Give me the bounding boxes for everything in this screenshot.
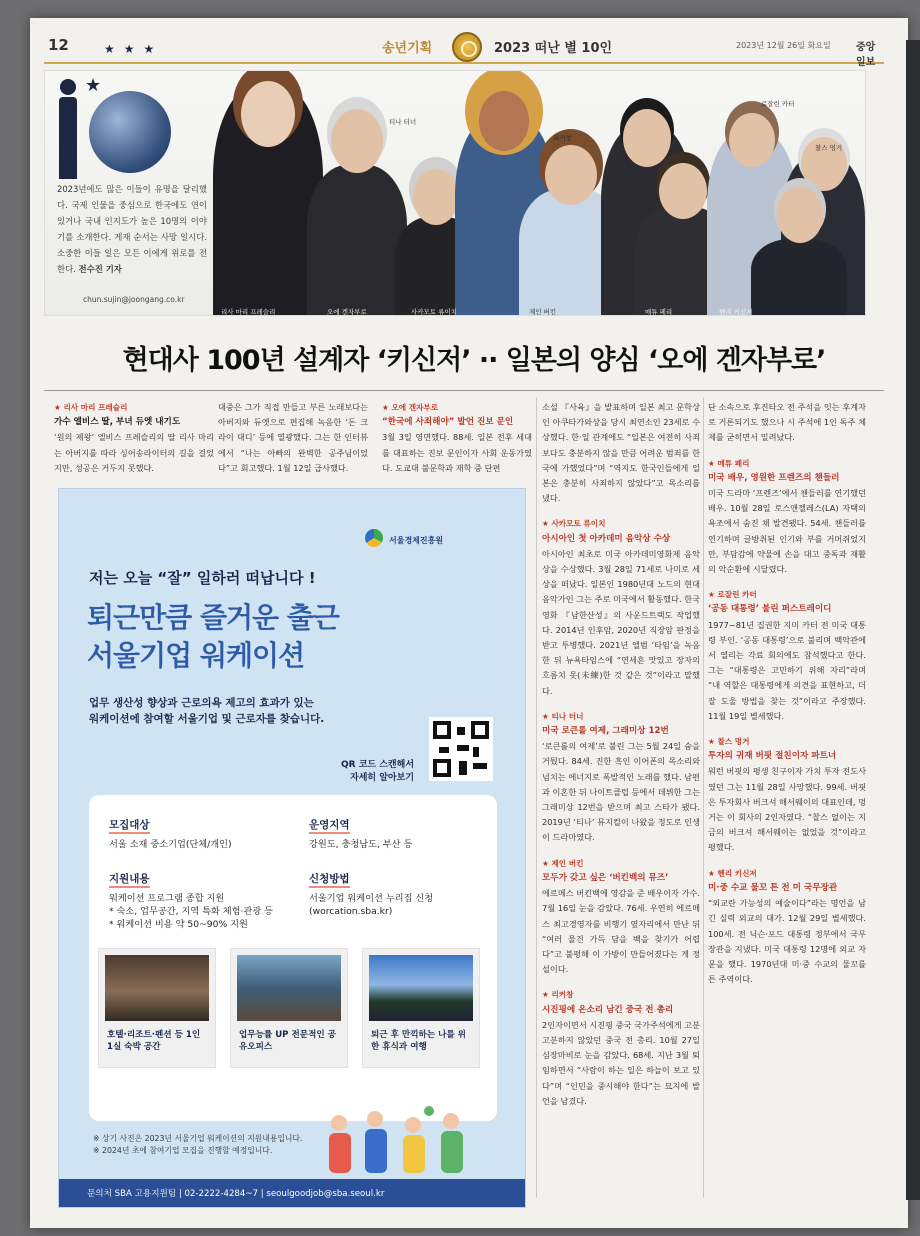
kicker-presley: ★ 리사 마리 프레슬리 bbox=[54, 403, 128, 412]
body-sakamoto: 아시아인 최초로 미국 아카데미영화제 음악상을 수상했다. 3월 28일 71세로 나미로 세상을 떠났다. 일본인 1980년대 노드의 현대음악가인 그는 주로 미국에서 활동했다. 한국 영화 『남한산성』의 사운드트랙도 작업했다. 2014년 인후암, 2020년 직장암 판정을 받고 투병했다. 2021년 앨범 ‘타임’을 녹음한 뒤 뉴욕타임스에 “연세흔 맛있고 장자의 흐름치 못(未練)한 것 같은 것”이라고 말했다. bbox=[542, 548, 700, 696]
ad-description bbox=[89, 695, 409, 727]
body-birkin: 에르메스 버킨백에 영감을 준 배우이자 가수. 7월 16일 눈을 감았다. 76세. 우연히 에르메스 최고경영자를 비행기 옆자리에서 만난 뒤 “여러 물건 가득 담을 백을 찾기가 어렵다”고 불평해 이 가방이 만들어졌다는 게 정설이다. bbox=[542, 888, 700, 975]
kicker-perry: ★ 매튜 페리 bbox=[708, 458, 750, 468]
article-col-2 bbox=[218, 400, 368, 476]
caption-li: 리커창 bbox=[553, 134, 572, 142]
subhead-sakamoto: 아시아인 첫 아카데미 음악상 수상 bbox=[542, 533, 671, 544]
body-kissinger: “외교란 가능성의 예술이다”라는 명언을 남긴 실력 외교의 대가. 12월 29일 별세했다. 100세. 전 닉슨·포드 대통령 정부에서 국무장관을 지냈다. 미국 대통령 12명에 외교 자문을 했다. 1970년대 미·중 수교의 물꼬를 튼 주역이다. bbox=[708, 898, 866, 985]
caption-oe: 오에 겐자부로 bbox=[327, 308, 367, 316]
field-region bbox=[309, 813, 412, 851]
caption-tina: 티나 터너 bbox=[389, 118, 417, 126]
office-photo bbox=[237, 955, 341, 1021]
column-divider bbox=[703, 398, 704, 1198]
ad-organization: 서울경제진흥원 bbox=[389, 536, 444, 545]
kicker-munger: ★ 찰스 멍거 bbox=[708, 737, 750, 747]
reporter-email: chun.sujin@joongang.co.kr bbox=[83, 295, 185, 304]
ad-desc-line-1: 업무 생산성 향상과 근로의욕 제고의 효과가 있는 bbox=[89, 697, 314, 709]
field-value: 워케이션 프로그램 종합 지원 * 숙소, 업무공간, 지역 특화 체험·관광 등 * 워케이션 비용 약 50~90% 지원 bbox=[109, 893, 274, 930]
qr-hint-line-1: QR 코드 스캔해서 bbox=[341, 760, 415, 770]
body-carter: 1977~81년 집권한 지미 카터 전 미국 대통령 부인. ‘공동 대통령’으로 불리며 백악관에서 열리는 각료 회의에도 참석했다고 한다. 그는 “대통령은 고민하기 위해 자리”라며 “내 역할은 대통령에게 의견을 표현하고, 더 잘 도울 방법을 찾는 것”이라고 주장했다. 11월 19일 별세했다. bbox=[708, 619, 866, 721]
subhead-tina: 미국 로큰롤 여제, 그래미상 12번 bbox=[542, 726, 669, 737]
caption-munger: 찰스 멍거 bbox=[815, 144, 843, 152]
subhead-carter: ‘공동 대통령’ 불린 퍼스트레이디 bbox=[708, 604, 832, 615]
body-oe: 3월 3일 영면했다. 88세. 일본 전후 세대를 대표하는 진보 문인이자 사회 운동가였다. 도쿄대 불문학과 재학 중 단편 bbox=[382, 432, 532, 473]
caption-sakamoto: 사카모토 류이치 bbox=[411, 308, 458, 316]
thumb-label: 퇴근 후 만끽하는 나를 위한 휴식과 여행 bbox=[371, 1030, 466, 1052]
ad-title-line-1: 퇴근만큼 즐거운 출근 bbox=[87, 601, 339, 634]
field-value: 강원도, 충청남도, 부산 등 bbox=[309, 839, 413, 850]
body-munger: 워런 버핏의 평생 친구이자 가치 투자 전도사였던 그는 11월 28일 사망했다. 99세. 버핏은 투자회사 버크셔 해서웨이의 대표인데, 멍거는 이 회사의 2인자였다. “찰스 없이는 지금의 버크셔 해서웨이는 없었을 것”이라고 평했다. bbox=[708, 766, 866, 853]
qr-code-icon[interactable] bbox=[429, 717, 493, 781]
ad-note-2: ※ 2024년 초에 참여기업 모집을 진행할 예정입니다. bbox=[93, 1146, 273, 1155]
body-tina: ‘로큰롤의 여제’로 불린 그는 5월 24일 숨을 거뒀다. 84세. 진한 흑인 이어폰의 목소리와 넘치는 에너지로 폭발적인 노래를 했다. 남편과 이혼한 뒤 나이트클럽 등에서 데뷔한 그는 그래미상 12번을 받으며 최고 스타가 됐다. 2019년 ‘티나’ 뮤지컬이 나왔을 정도로 인생이 드라마였다. bbox=[542, 741, 700, 843]
field-apply bbox=[309, 867, 433, 918]
banner-intro bbox=[57, 181, 207, 277]
kicker-kissinger: ★ 헨리 키신저 bbox=[708, 868, 757, 878]
workation-ad bbox=[58, 488, 526, 1208]
kicker-carter: ★ 로잘린 카터 bbox=[708, 590, 757, 600]
field-value: 서울기업 워케이션 누리집 신청 (worcation.sba.kr) bbox=[309, 893, 434, 917]
qr-hint-line-2: 자세히 알아보기 bbox=[350, 773, 415, 783]
sba-logo-icon bbox=[365, 529, 383, 547]
photo-banner bbox=[44, 70, 866, 316]
star-icon: ★ bbox=[85, 75, 102, 96]
thumb-office bbox=[231, 949, 347, 1067]
body-li-cont: 단 소속으로 후진타오 전 주석을 잇는 후계자로 거론되기도 했으나 시 주석에 1인 독주 체제를 굳히면서 밀려났다. bbox=[708, 402, 866, 443]
field-title: 신청방법 bbox=[309, 871, 350, 888]
subhead-oe: “한국에 사죄해야” 발언 진보 문인 bbox=[382, 417, 514, 428]
subhead-perry: 미국 배우, 영원한 프렌즈의 챈들러 bbox=[708, 472, 840, 483]
photo-henry-kissinger bbox=[751, 239, 847, 315]
ad-note-1: ※ 상기 사진은 2023년 서울기업 워케이션의 지원내용입니다. bbox=[93, 1134, 303, 1143]
subhead-munger: 투자의 귀재 버핏 절친이자 파트너 bbox=[708, 751, 837, 762]
subhead-presley: 가수 엘비스 딸, 부녀 듀엣 내기도 bbox=[54, 417, 181, 428]
body-presley-cont: 대중은 그가 직접 만들고 부른 노래보다는 아버지와 듀엣으로 편집해 녹음한 ‘돈 크라이 대디’ 등에 열광했다. 그는 한 인터뷰에서 “나는 아빠의 완벽한 공주님이었다”고 회고했다. 1월 12일 급사했다. bbox=[218, 402, 368, 473]
body-presley: ‘원의 제왕’ 엘비스 프레슬리의 딸 리사 마리는 아버지를 따라 싱어송라이터의 길을 걸었지만, 성공은 거두지 못했다. bbox=[54, 432, 214, 473]
ad-title bbox=[87, 599, 339, 675]
newspaper-page bbox=[30, 18, 908, 1228]
kicker-sakamoto: ★ 사카모토 류이치 bbox=[542, 519, 606, 529]
background-edge bbox=[906, 40, 920, 1200]
caption-kissinger: 헨리 키신저 bbox=[719, 308, 753, 316]
headline-rule bbox=[44, 390, 884, 391]
travel-photo bbox=[369, 955, 473, 1021]
star-decoration: ★★★ bbox=[104, 42, 164, 56]
article-col-4 bbox=[542, 400, 700, 1119]
series-title: 2023 떠난 별 10인 bbox=[494, 41, 613, 56]
ad-info-panel bbox=[89, 795, 497, 1121]
field-value: 서울 소재 중소기업(단체/개인) bbox=[109, 839, 232, 850]
thumb-travel bbox=[363, 949, 479, 1067]
article-col-5 bbox=[708, 400, 866, 997]
ad-lead: 저는 오늘 “잘” 일하러 떠납니다 ! bbox=[89, 569, 316, 587]
page-number: 12 bbox=[48, 36, 69, 54]
body-li: 2인자이면서 시진핑 중국 국가주석에게 고분고분하지 않았던 중국 전 총리. 10월 27일 심장마비로 눈을 감았다. 68세. 지난 3월 퇴임하면서 “사람이 하는 일은 하늘이 보고 있다”며 “인민을 중시해야 한다”는 묘지에 발언을 남겼다. bbox=[542, 1019, 700, 1106]
publication-date: 2023년 12월 26일 화요일 bbox=[736, 41, 831, 50]
kicker-li: ★ 리커창 bbox=[542, 990, 574, 1000]
ad-desc-line-2: 워케이션에 참여할 서울기업 및 근로자를 찾습니다. bbox=[89, 713, 325, 725]
caption-carter: 로잘린 카터 bbox=[761, 100, 795, 108]
number-one-figure bbox=[59, 97, 77, 179]
caption-birkin: 제인 버킨 bbox=[529, 308, 557, 316]
article-col-1 bbox=[54, 400, 214, 476]
ad-contact-footer: 문의처 SBA 고용지원팀 | 02-2222-4284~7 | seoulgoodjob@sba.seoul.kr bbox=[59, 1179, 526, 1208]
field-title: 모집대상 bbox=[109, 817, 150, 834]
kicker-oe: ★ 오에 겐자부로 bbox=[382, 403, 439, 412]
subhead-li: 시진핑에 온소리 남긴 중국 전 총리 bbox=[542, 1004, 674, 1015]
newspaper-name: 중앙일보 bbox=[856, 42, 876, 68]
emblem-icon bbox=[452, 32, 482, 62]
field-recruit-target bbox=[109, 813, 232, 851]
kicker-birkin: ★ 제인 버킨 bbox=[542, 858, 584, 868]
field-support bbox=[109, 867, 273, 931]
main-headline: 현대사 100년 설계자 ‘키신저’ ·· 일본의 양심 ‘오에 겐자부로’ bbox=[122, 345, 826, 376]
caption-perry: 매튜 페리 bbox=[645, 308, 673, 316]
column-divider bbox=[536, 398, 537, 1198]
field-title: 지원내용 bbox=[109, 871, 150, 888]
caption-lisa-marie: 리사 마리 프레슬리 bbox=[221, 308, 276, 316]
lodging-photo bbox=[105, 955, 209, 1021]
ad-title-line-2: 서울기업 워케이션 bbox=[87, 639, 305, 672]
byline: 전수진 기자 bbox=[78, 264, 122, 274]
subhead-kissinger: 미·중 수교 물꼬 튼 전 미 국무장관 bbox=[708, 882, 838, 893]
body-perry: 미국 드라마 ‘프렌즈’에서 챈들러를 연기했던 배우. 10월 28일 로스앤젤레스(LA) 자택의 욕조에서 숨진 채 발견됐다. 54세. 챈들러를 연기하며 글방취된 인기와 부를 거머쥐었지만, 부담감에 약물에 손을 대고 중독과 재활의 악순환에 시달렸다. bbox=[708, 488, 866, 575]
thumb-label: 업무능률 UP 전문적인 공유오피스 bbox=[239, 1030, 336, 1052]
photo-oe-kenzaburo bbox=[307, 165, 407, 315]
page-header bbox=[44, 32, 884, 68]
body-oe-cont: 소설 『사육』을 발표하며 일본 최고 문학상인 아쿠타가와상을 당시 최연소인 23세로 수상했다. 한·일 관계에도 “일본은 여전히 사죄보다도 충분하지 않을 만큼 어려운 범죄를 한국에 가했었다”며 “역지도 한국인들에게 일본은 충분히 사죄하지 않았다”고 목소리를 냈다. bbox=[542, 402, 700, 504]
section-label: 송년기획 bbox=[382, 41, 433, 56]
thumb-lodging bbox=[99, 949, 215, 1067]
subhead-birkin: 모두가 갖고 싶은 ‘버킨백의 뮤즈’ bbox=[542, 872, 669, 883]
kicker-tina: ★ 티나 터너 bbox=[542, 711, 584, 721]
globe-graphic bbox=[89, 91, 171, 173]
ad-notes bbox=[93, 1133, 302, 1157]
people-illustration bbox=[317, 1103, 487, 1177]
intro-text: 2023년에도 많은 이들이 유명을 달리했다. 국제 인물을 중심으로 한국에도 연이 있거나 국내 인지도가 높은 10명의 이야기를 소개한다. 게재 순서는 사망 일시다. 소중한 이들 일은 모든 이에게 위로를 전한다. bbox=[57, 184, 207, 274]
article-col-3 bbox=[382, 400, 532, 476]
qr-hint bbox=[341, 759, 414, 785]
field-title: 운영지역 bbox=[309, 817, 350, 834]
thumb-label: 호텔·리조트·펜션 등 1인 1실 숙박 공간 bbox=[107, 1030, 201, 1052]
